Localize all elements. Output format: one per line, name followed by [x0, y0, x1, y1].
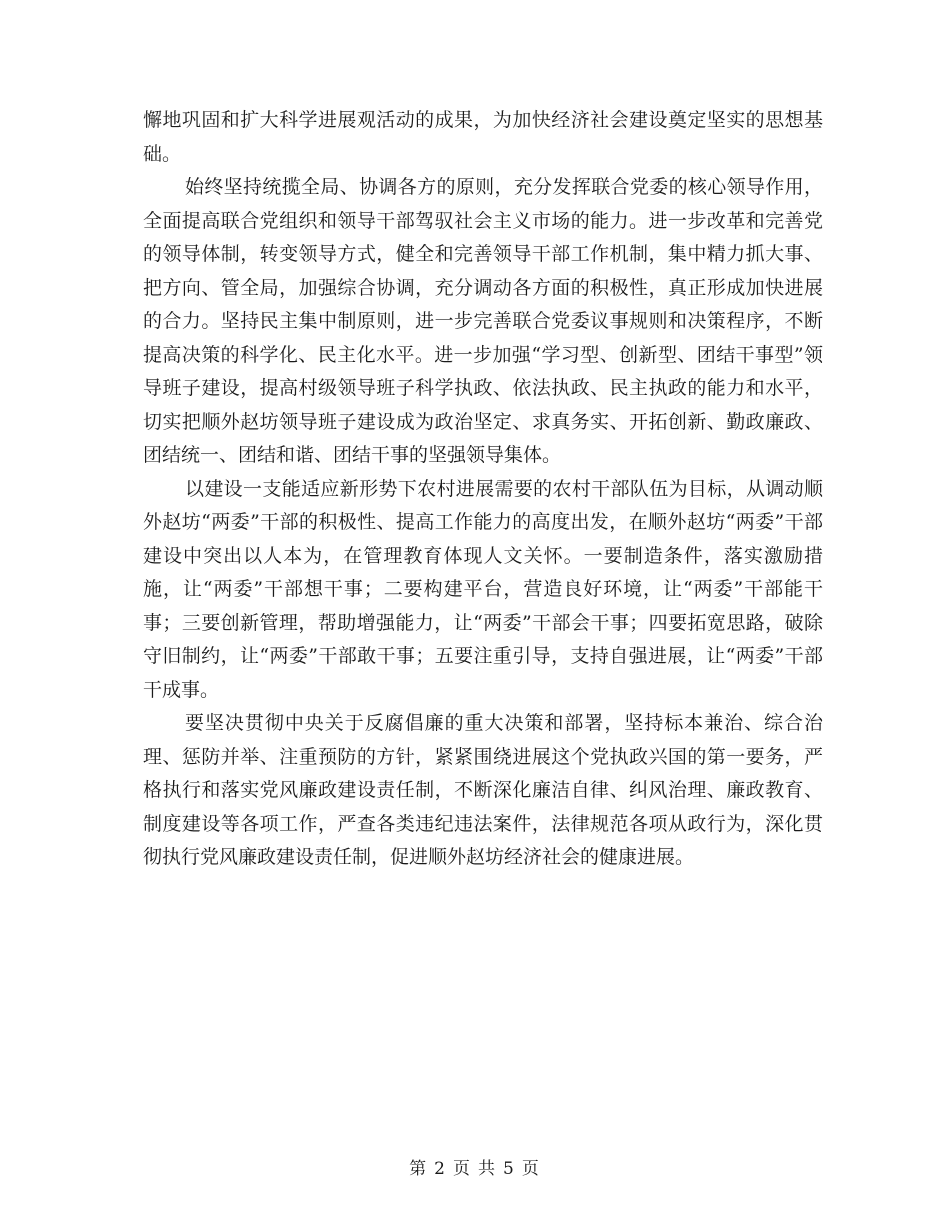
paragraph-3: 以建设一支能适应新形势下农村进展需要的农村干部队伍为目标，从调动顺外赵坊“两委”干部的积极性、提高工作能力的高度出发，在顺外赵坊“两委”干部建设中突出以人本为，在管理教育体现人文关怀。一要制造条件，落实激励措施，让“两委”干部想干事；二要构建平台，营造良好环境，让“两委”干部能干事；三要创新管理，帮助增强能力，让“两委”干部会干事；四要拓宽思路，破除守旧制约，让“两委”干部敢干事；五要注重引导，支持自强进展，让“两委”干部干成事。 — [143, 477, 823, 701]
paragraph-4: 要坚决贯彻中央关于反腐倡廉的重大决策和部署，坚持标本兼治、综合治理、惩防并举、注重预防的方针，紧紧围绕进展这个党执政兴国的第一要务，严格执行和落实党风廉政建设责任制，不断深化廉洁自律、纠风治理、廉政教育、制度建设等各项工作，严查各类违纪违法案件，法律规范各项从政行为，深化贯彻执行党风廉政建设责任制，促进顺外赵坊经济社会的健康进展。 — [143, 712, 823, 868]
footer-total-pages: 5 — [503, 1159, 516, 1179]
footer-page-word: 页 — [453, 1159, 472, 1179]
footer-prefix: 第 — [409, 1159, 429, 1179]
footer-total-word: 共 — [478, 1159, 497, 1179]
document-body — [143, 104, 823, 875]
paragraph-1: 懈地巩固和扩大科学进展观活动的成果，为加快经济社会建设奠定坚实的思想基础。 — [143, 109, 823, 165]
page-footer — [0, 1154, 950, 1179]
footer-suffix: 页 — [521, 1159, 541, 1179]
footer-current-page: 2 — [434, 1159, 447, 1179]
paragraph-2: 始终坚持统揽全局、协调各方的原则，充分发挥联合党委的核心领导作用，全面提高联合党组织和领导干部驾驭社会主义市场的能力。进一步改革和完善党的领导体制，转变领导方式，健全和完善领导干部工作机制，集中精力抓大事、把方向、管全局，加强综合协调，充分调动各方面的积极性，真正形成加快进展的合力。坚持民主集中制原则，进一步完善联合党委议事规则和决策程序，不断提高决策的科学化、民主化水平。进一步加强“学习型、创新型、团结干事型”领导班子建设，提高村级领导班子科学执政、依法执政、民主执政的能力和水平，切实把顺外赵坊领导班子建设成为政治坚定、求真务实、开拓创新、勤政廉政、团结统一、团结和谐、团结干事的坚强领导集体。 — [143, 176, 823, 466]
